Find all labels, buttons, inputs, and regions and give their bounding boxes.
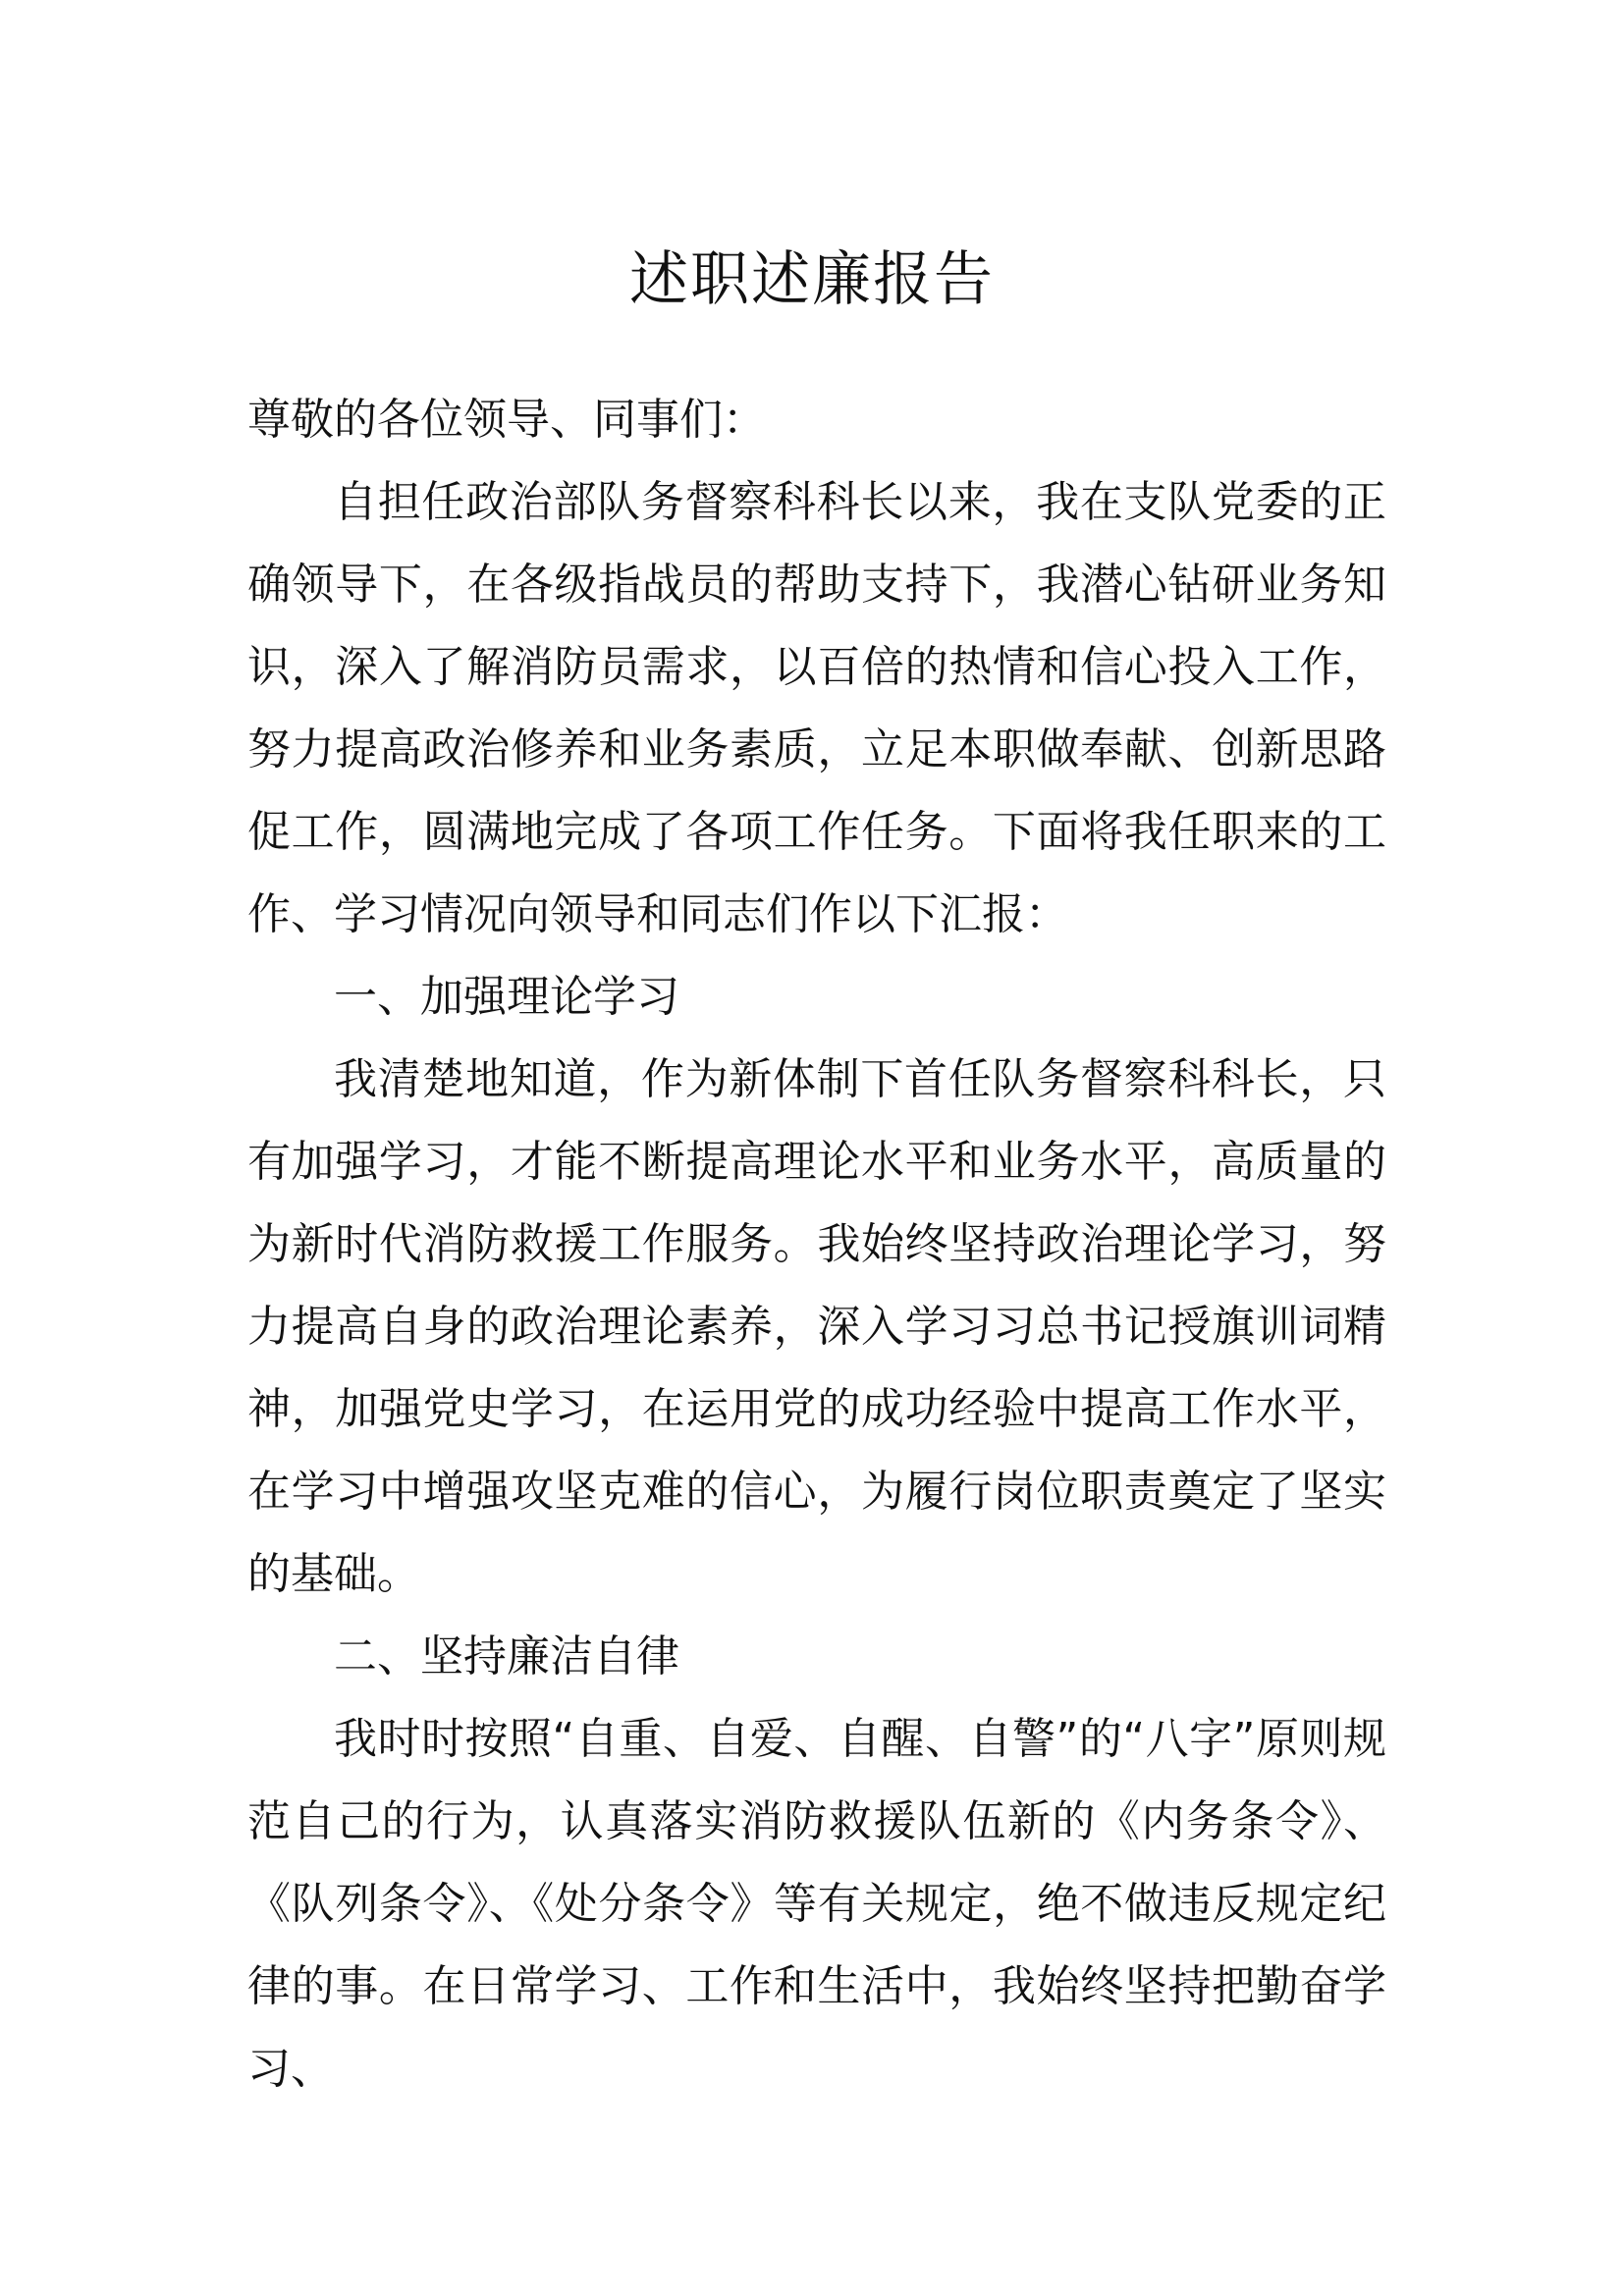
paragraph-section-2: 我时时按照“自重、自爱、自醒、自警”的“八字”原则规范自己的行为，认真落实消防救援队伍新的《内务条令》、《队列条令》、《处分条令》等有关规定，绝不做违反规定纪律的事。在日常学习、工作和生活中，我始终坚持把勤奋学习、: [247, 1714, 1386, 2094]
salutation: 尊敬的各位领导、同事们：: [247, 395, 766, 445]
section-heading-2: 二、坚持廉洁自律: [334, 1631, 679, 1682]
paragraph-section-1: 我清楚地知道，作为新体制下首任队务督察科科长，只有加强学习，才能不断提高理论水平和业务水平，高质量的为新时代消防救援工作服务。我始终坚持政治理论学习，努力提高自身的政治理论素养，深入学习习总书记授旗训词精神，加强党史学习，在运用党的成功经验中提高工作水平，在学习中增强攻坚克难的信心，为履行岗位职责奠定了坚实的基础。: [247, 1054, 1386, 1599]
section-heading-1: 一、加强理论学习: [334, 972, 679, 1022]
paragraph-intro: 自担任政治部队务督察科科长以来，我在支队党委的正确领导下，在各级指战员的帮助支持下，我潜心钻研业务知识，深入了解消防员需求，以百倍的热情和信心投入工作，努力提高政治修养和业务素质，立足本职做奉献、创新思路促工作，圆满地完成了各项工作任务。下面将我任职来的工作、学习情况向领导和同志们作以下汇报：: [247, 477, 1386, 939]
document-body: [247, 379, 1386, 2110]
document-title: 述职述廉报告: [629, 245, 995, 314]
